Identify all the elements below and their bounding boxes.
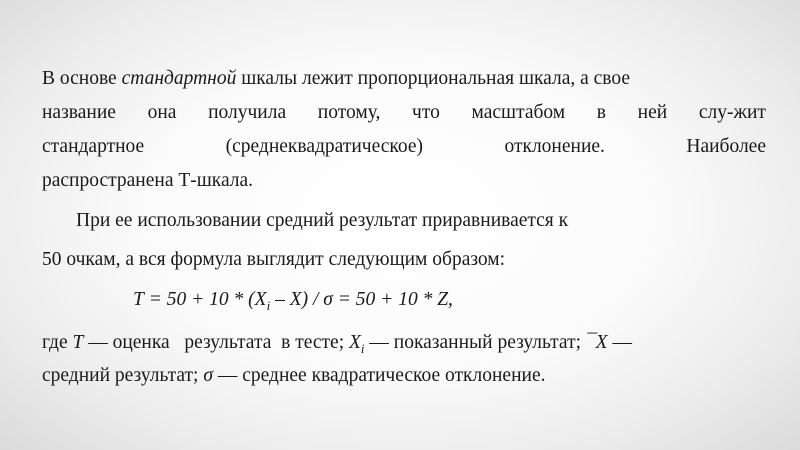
word: название xyxy=(42,102,116,123)
paragraph-1-line-4 xyxy=(42,169,766,193)
paragraph-1-line-1 xyxy=(42,67,766,91)
text-segment: — показанный результат; xyxy=(364,332,586,353)
emphasis-standard: стандартной xyxy=(121,68,237,89)
word: потому, xyxy=(317,102,381,123)
formula xyxy=(133,288,453,312)
text-segment: шкалы лежит пропорциональная шкала, а свое xyxy=(241,68,631,89)
word: в xyxy=(596,102,606,123)
paragraph-3-line-1 xyxy=(42,331,766,355)
text-segment: При ее использовании средний результат приравнивается к xyxy=(76,210,569,231)
symbol-sigma: σ xyxy=(203,365,213,386)
text-segment: где xyxy=(42,332,73,353)
word: (среднеквадратическое) xyxy=(225,136,424,157)
paragraph-1-line-2 xyxy=(42,101,766,125)
word: она xyxy=(147,102,177,123)
formula-part: – Х) / σ = 50 + 10 * Z, xyxy=(270,289,453,310)
text-segment: — среднее квадратическое отклонение. xyxy=(212,365,546,386)
word: ней xyxy=(637,102,668,123)
symbol-x-bar: ¯Х xyxy=(585,332,608,353)
paragraph-1-line-3 xyxy=(42,135,766,159)
text-segment: — оценка результата в тесте; xyxy=(83,332,349,353)
word: Наиболее xyxy=(686,136,766,157)
word: получила xyxy=(208,102,287,123)
word: отклонение. xyxy=(504,136,605,157)
symbol-x: Х xyxy=(348,332,361,353)
symbol-subscript: i xyxy=(360,341,365,356)
text-segment: 50 очкам, а вся формула выглядит следующим образом: xyxy=(42,249,506,270)
formula-subscript: i xyxy=(266,298,271,313)
text-segment: — xyxy=(607,332,632,353)
text-segment: распространена Т-шкала. xyxy=(42,170,254,191)
word: масштабом xyxy=(471,102,566,123)
word: слу-жит xyxy=(698,102,766,123)
formula-part: Т = 50 + 10 * (Х xyxy=(133,289,267,310)
text-segment: В основе xyxy=(42,68,117,89)
paragraph-2-line-1 xyxy=(76,209,568,233)
symbol-t: Т xyxy=(72,332,84,353)
paragraph-2-line-2 xyxy=(42,248,766,272)
word: стандартное xyxy=(42,136,145,157)
word: что xyxy=(412,102,440,123)
text-segment: средний результат; xyxy=(42,365,204,386)
paragraph-3-line-2 xyxy=(42,364,766,388)
